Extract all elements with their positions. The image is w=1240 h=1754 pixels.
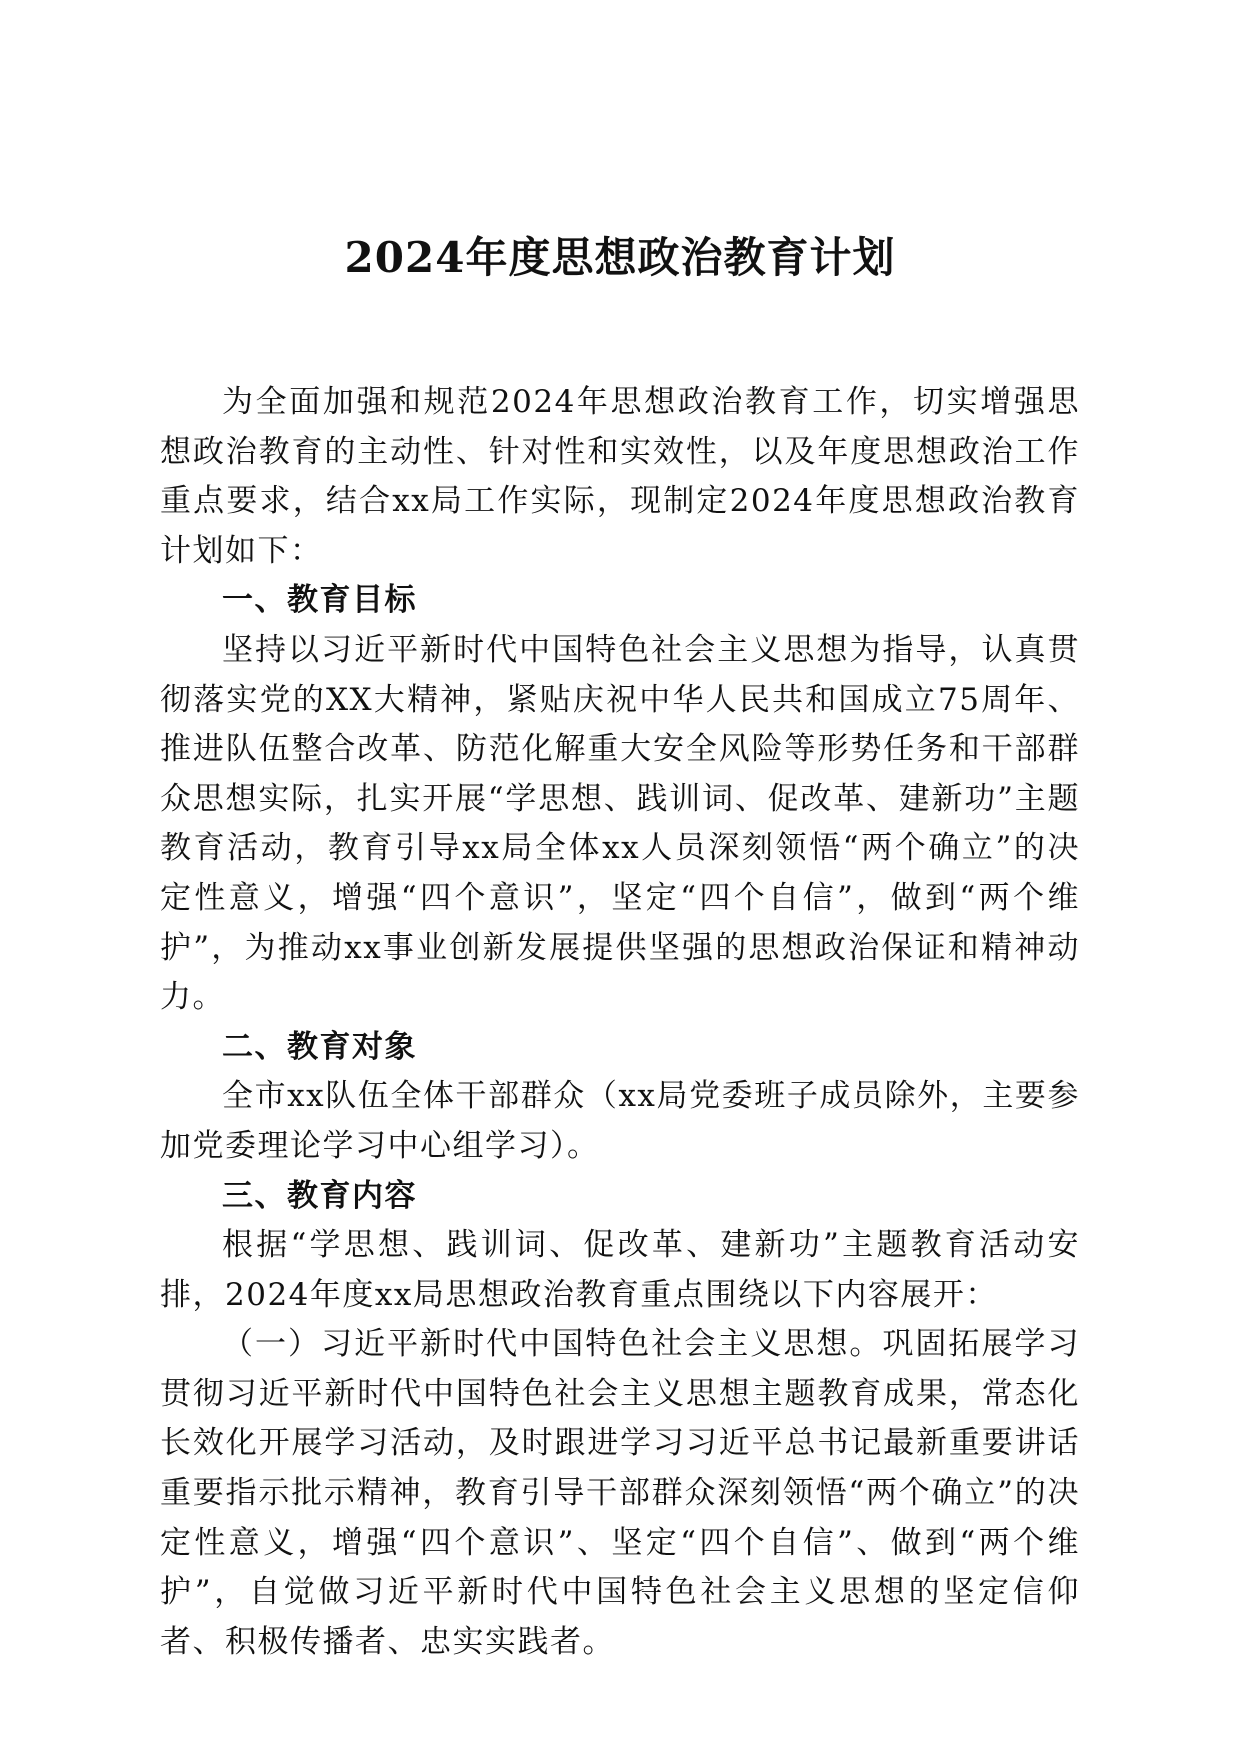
document-body bbox=[160, 378, 1080, 1667]
section-heading-goals: 一、教育目标 bbox=[222, 582, 417, 619]
section-heading-content: 三、教育内容 bbox=[222, 1177, 417, 1214]
intro-paragraph: 为全面加强和规范2024年思想政治教育工作，切实增强思想政治教育的主动性、针对性和实效性，以及年度思想政治工作重点要求，结合xx局工作实际，现制定2024年度思想政治教育计划如下： bbox=[160, 384, 1080, 569]
section-paragraph: 坚持以习近平新时代中国特色社会主义思想为指导，认真贯彻落实党的XX大精神，紧贴庆祝中华人民共和国成立75周年、推进队伍整合改革、防范化解重大安全风险等形势任务和干部群众思想实际，扎实开展“学思想、践训词、促改革、建新功”主题教育活动，教育引导xx局全体xx人员深刻领悟“两个确立”的决定性意义，增强“四个意识”，坚定“四个自信”，做到“两个维护”，为推动xx事业创新发展提供坚强的思想政治保证和精神动力。 bbox=[160, 631, 1080, 1016]
section-paragraph: 全市xx队伍全体干部群众（xx局党委班子成员除外，主要参加党委理论学习中心组学习）。 bbox=[160, 1078, 1080, 1164]
page-title: 2024年度思想政治教育计划 bbox=[344, 233, 896, 282]
section-heading-audience: 二、教育对象 bbox=[222, 1028, 417, 1065]
section-paragraph: 根据“学思想、践训词、促改革、建新功”主题教育活动安排，2024年度xx局思想政治教育重点围绕以下内容展开： bbox=[160, 1227, 1080, 1313]
section-paragraph: （一）习近平新时代中国特色社会主义思想。巩固拓展学习贯彻习近平新时代中国特色社会主义思想主题教育成果，常态化长效化开展学习活动，及时跟进学习习近平总书记最新重要讲话重要指示批示精神，教育引导干部群众深刻领悟“两个确立”的决定性意义，增强“四个意识”、坚定“四个自信”、做到“两个维护”，自觉做习近平新时代中国特色社会主义思想的坚定信仰者、积极传播者、忠实实践者。 bbox=[160, 1326, 1080, 1660]
